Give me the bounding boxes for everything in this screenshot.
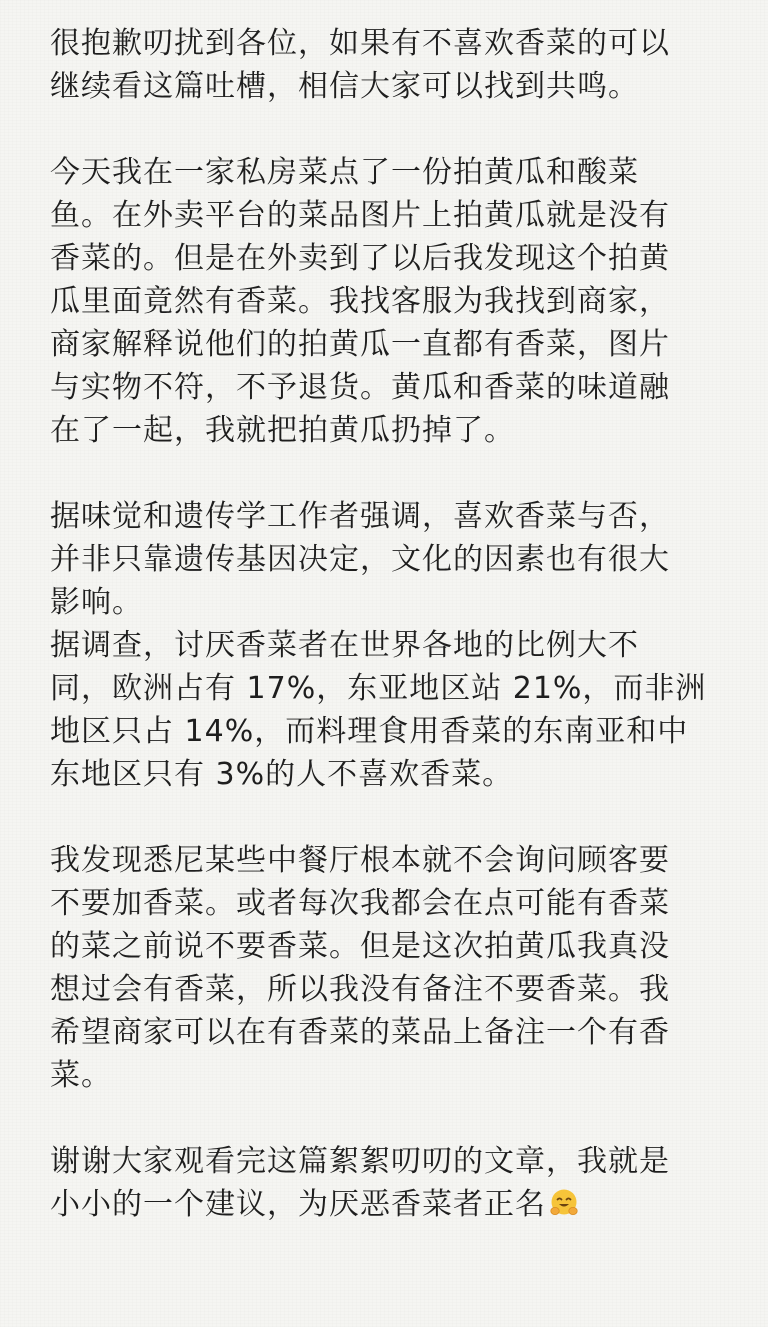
text-line: 瓜里面竟然有香菜。我找客服为我找到商家， — [50, 284, 670, 319]
text-line: 谢谢大家观看完这篇絮絮叨叨的文章，我就是 — [50, 1144, 670, 1179]
paragraph-intro — [50, 22, 730, 108]
paragraph-gap — [50, 108, 730, 151]
text-line: 很抱歉叨扰到各位，如果有不喜欢香菜的可以 — [50, 26, 670, 61]
paragraph-gap — [50, 452, 730, 495]
text-line: 不要加香菜。或者每次我都会在点可能有香菜 — [50, 886, 670, 921]
paragraph-gap — [50, 796, 730, 839]
text-line: 的菜之前说不要香菜。但是这次拍黄瓜我真没 — [50, 929, 670, 964]
text-line: 继续看这篇吐槽，相信大家可以找到共鸣。 — [50, 69, 639, 104]
text-line-with-emoji — [50, 1183, 730, 1226]
paragraph-closing — [50, 1140, 730, 1226]
text-line: 据调查，讨厌香菜者在世界各地的比例大不 — [50, 628, 639, 663]
text-line: 菜。 — [50, 1058, 112, 1093]
text-fragment: 小小的一个建议，为厌恶香菜者正名 — [50, 1187, 546, 1222]
text-line: 影响。 — [50, 585, 143, 620]
text-line: 同，欧洲占有 17%，东亚地区站 21%，而非洲 — [50, 671, 707, 706]
text-line: 想过会有香菜，所以我没有备注不要香菜。我 — [50, 972, 670, 1007]
paragraph-story — [50, 151, 730, 452]
text-line: 东地区只有 3%的人不喜欢香菜。 — [50, 757, 514, 792]
note-body — [50, 22, 730, 1226]
paragraph-gap — [50, 1097, 730, 1140]
text-line: 鱼。在外卖平台的菜品图片上拍黄瓜就是没有 — [50, 198, 670, 233]
text-line: 商家解释说他们的拍黄瓜一直都有香菜，图片 — [50, 327, 670, 362]
hugging-face-icon — [548, 1187, 580, 1219]
paragraph-suggestion — [50, 839, 730, 1097]
text-line: 地区只占 14%，而料理食用香菜的东南亚和中 — [50, 714, 689, 749]
text-line: 我发现悉尼某些中餐厅根本就不会询问顾客要 — [50, 843, 670, 878]
text-line: 并非只靠遗传基因决定，文化的因素也有很大 — [50, 542, 670, 577]
text-line: 在了一起，我就把拍黄瓜扔掉了。 — [50, 413, 515, 448]
text-line: 据味觉和遗传学工作者强调，喜欢香菜与否， — [50, 499, 670, 534]
text-line: 今天我在一家私房菜点了一份拍黄瓜和酸菜 — [50, 155, 639, 190]
paragraph-research — [50, 495, 730, 796]
text-line: 与实物不符，不予退货。黄瓜和香菜的味道融 — [50, 370, 670, 405]
text-line: 希望商家可以在有香菜的菜品上备注一个有香 — [50, 1015, 670, 1050]
text-line: 香菜的。但是在外卖到了以后我发现这个拍黄 — [50, 241, 670, 276]
